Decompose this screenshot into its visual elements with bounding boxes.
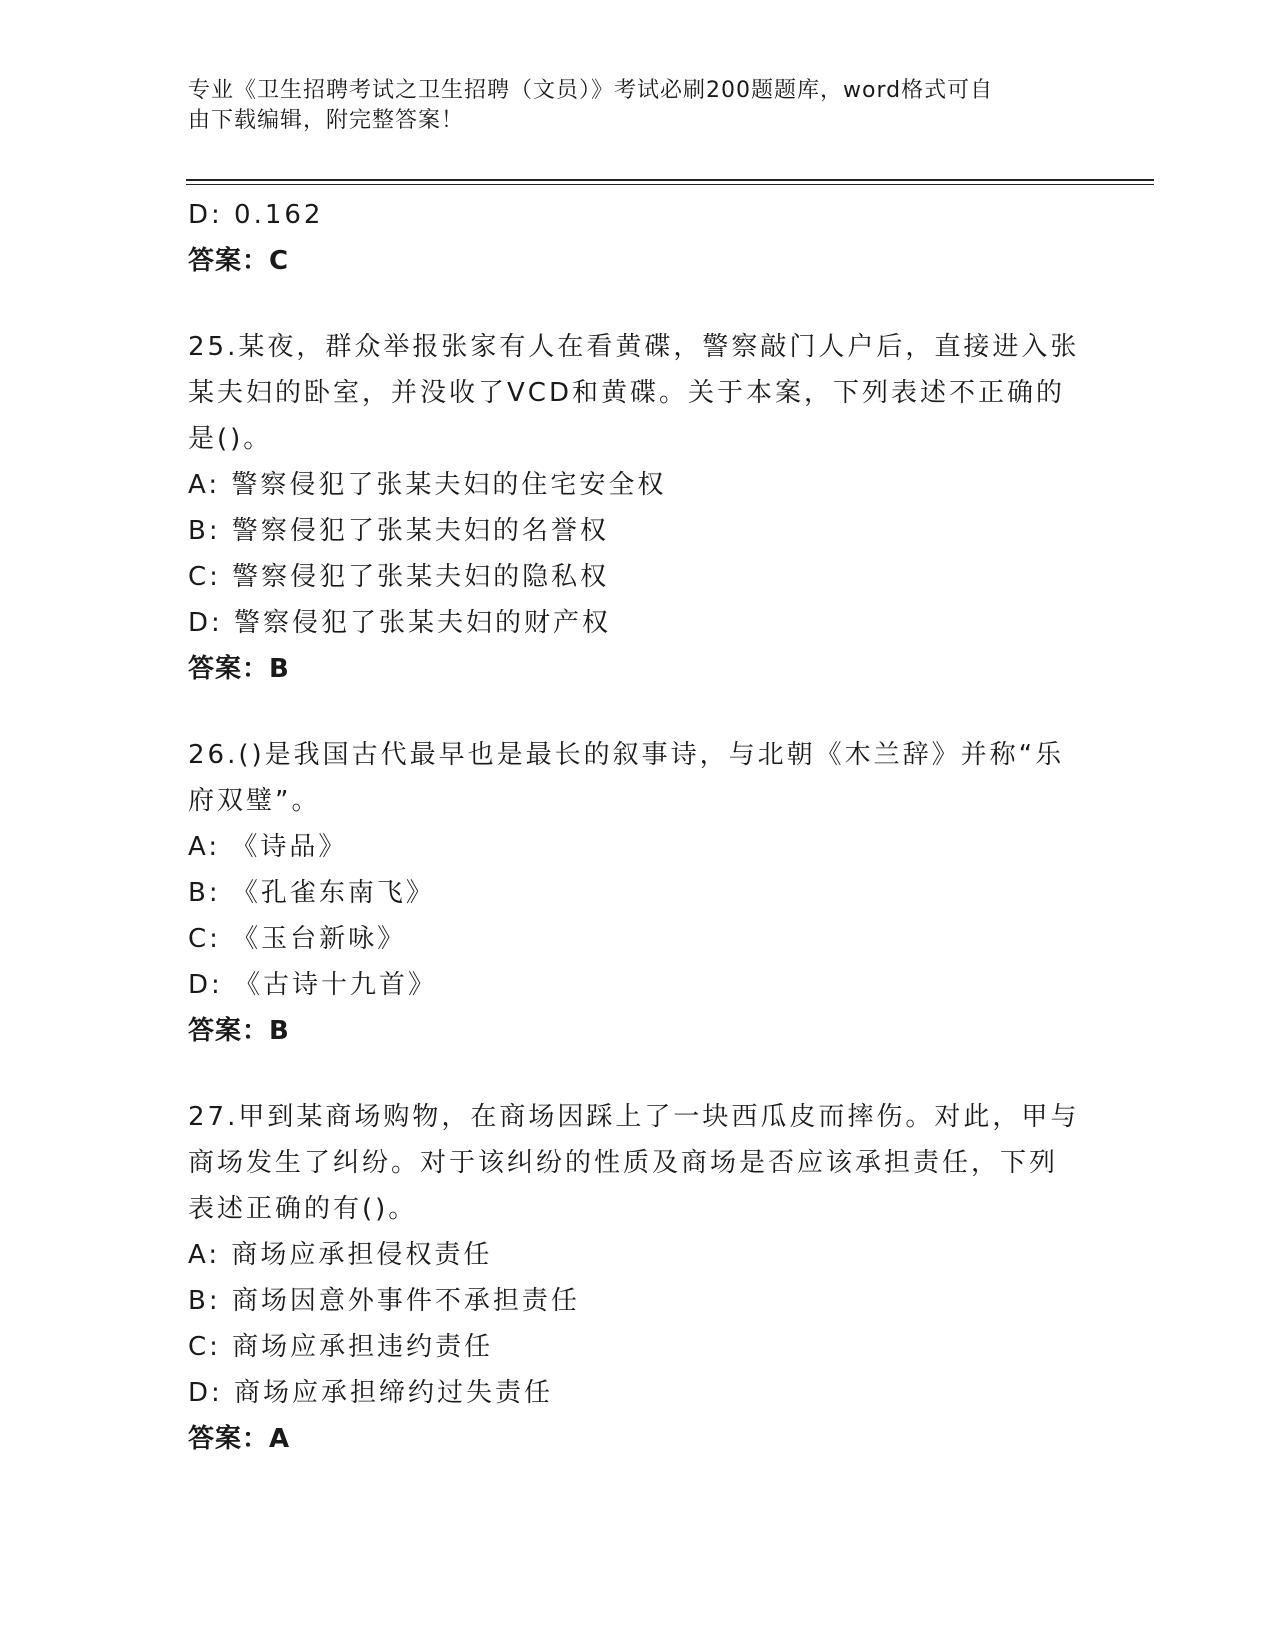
question-stem [188, 1094, 1088, 1232]
question-27 [188, 1094, 1088, 1462]
header-line-2: 由下载编辑，附完整答案！ [188, 108, 465, 133]
stem-line: 是()。 [188, 424, 273, 454]
stem-line: 府双璧”。 [188, 786, 321, 816]
option-b: B: 商场因意外事件不承担责任 [188, 1286, 580, 1316]
option-a: A: 警察侵犯了张某夫妇的住宅安全权 [188, 470, 667, 500]
stem-line: 25.某夜，群众举报张家有人在看黄碟，警察敲门人户后，直接进入张 [188, 332, 1080, 362]
header-divider-top [186, 179, 1154, 181]
answer: 答案：B [188, 654, 290, 684]
question-stem [188, 732, 1088, 824]
answer: 答案：B [188, 1016, 290, 1046]
option-b: B: 《孔雀东南飞》 [188, 878, 435, 908]
option-c: C: 《玉台新咏》 [188, 924, 407, 954]
option-d: D: 《古诗十九首》 [188, 970, 438, 1000]
question-26 [188, 732, 1088, 1054]
stem-line: 27.甲到某商场购物，在商场因踩上了一块西瓜皮而摔伤。对此，甲与 [188, 1102, 1080, 1132]
stem-line: 某夫妇的卧室，并没收了VCD和黄碟。关于本案，下列表述不正确的 [188, 378, 1065, 408]
stem-line: 商场发生了纠纷。对于该纠纷的性质及商场是否应该承担责任，下列 [188, 1148, 1059, 1178]
stem-line: 26.()是我国古代最早也是最长的叙事诗，与北朝《木兰辞》并称“乐 [188, 740, 1065, 770]
option-c: C: 商场应承担违约责任 [188, 1332, 494, 1362]
option-b: B: 警察侵犯了张某夫妇的名誉权 [188, 516, 609, 546]
header-line-1: 专业《卫生招聘考试之卫生招聘（文员）》考试必刷200题题库，word格式可自 [188, 78, 994, 103]
option-a: A: 商场应承担侵权责任 [188, 1240, 493, 1270]
document-body [188, 192, 1088, 1462]
option-a: A: 《诗品》 [188, 832, 348, 862]
option-d: D: 商场应承担缔约过失责任 [188, 1378, 554, 1408]
option-d: D: 0.162 [188, 200, 324, 230]
answer: 答案：A [188, 1424, 291, 1454]
previous-question-tail [188, 192, 1088, 284]
stem-line: 表述正确的有()。 [188, 1194, 418, 1224]
option-d: D: 警察侵犯了张某夫妇的财产权 [188, 608, 612, 638]
answer: 答案：C [188, 246, 290, 276]
question-25 [188, 324, 1088, 692]
question-stem [188, 324, 1088, 462]
option-c: C: 警察侵犯了张某夫妇的隐私权 [188, 562, 610, 592]
header-divider-bottom [186, 184, 1154, 185]
page-header [188, 76, 1088, 136]
